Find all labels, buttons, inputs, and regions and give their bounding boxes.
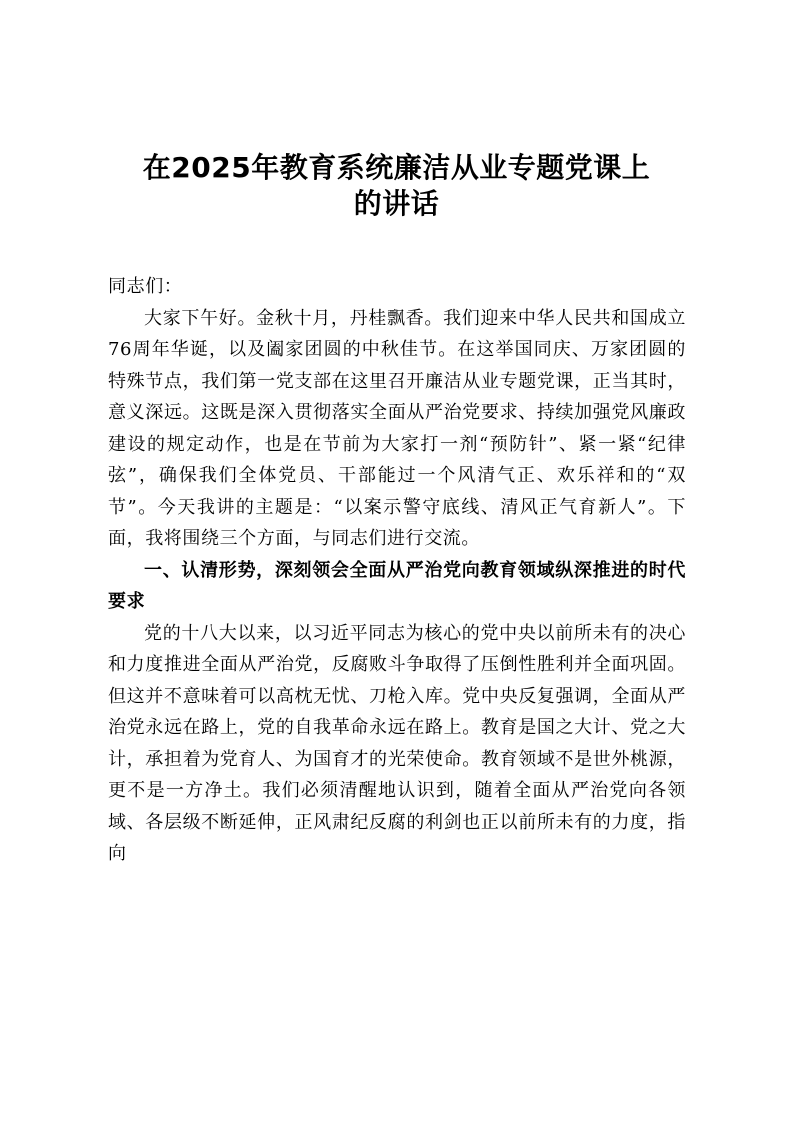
document-title <box>90 150 703 222</box>
title-line-2: 的讲话 <box>353 187 440 220</box>
opening-paragraph: 大家下午好。金秋十月，丹桂飘香。我们迎来中华人民共和国成立76周年华诞，以及阖家团圆的中秋佳节。在这举国同庆、万家团圆的特殊节点，我们第一党支部在这里召开廉洁从业专题党课，正当其时，意义深远。这既是深入贯彻落实全面从严治党要求、持续加强党风廉政建设的规定动作，也是在节前为大家打一剂“预防针”、紧一紧“纪律弦”，确保我们全体党员、干部能过一个风清气正、欢乐祥和的“双节”。今天我讲的主题是：“以案示警守底线、清风正气育新人”。下面，我将围绕三个方面，与同志们进行交流。 <box>108 307 686 549</box>
salutation: 同志们： <box>108 276 183 297</box>
document-body <box>108 271 686 870</box>
title-line-1: 在2025年教育系统廉洁从业专题党课上 <box>142 151 651 184</box>
section-heading: 一、认清形势，深刻领会全面从严治党向教育领域纵深推进的时代要求 <box>108 559 686 612</box>
section-paragraph: 党的十八大以来，以习近平同志为核心的党中央以前所未有的决心和力度推进全面从严治党，反腐败斗争取得了压倒性胜利并全面巩固。但这并不意味着可以高枕无忧、刀枪入库。党中央反复强调，全面从严治党永远在路上，党的自我革命永远在路上。教育是国之大计、党之大计，承担着为党育人、为国育才的光荣使命。教育领域不是世外桃源，更不是一方净土。我们必须清醒地认识到，随着全面从严治党向各领域、各层级不断延伸，正风肃纪反腐的利剑也正以前所未有的力度，指向 <box>108 622 686 864</box>
